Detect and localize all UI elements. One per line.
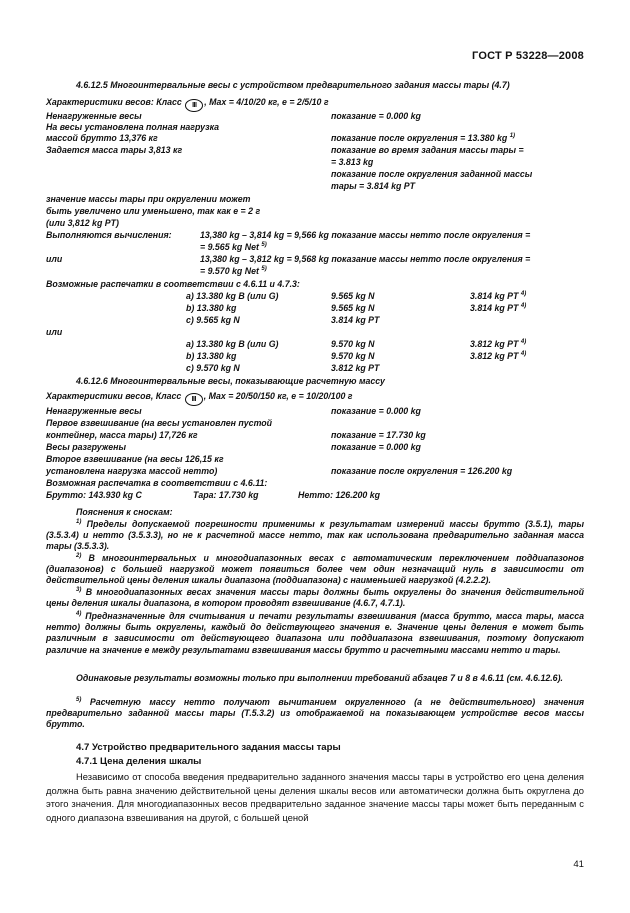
accuracy-class-mark: III	[185, 393, 203, 406]
row-label: быть увеличено или уменьшено, так как e = 2 г	[46, 206, 261, 216]
row-reading: показание после округления заданной массы	[331, 169, 533, 179]
section-title-4-6-12-5: 4.6.12.5 Многоинтервальные весы с устройством предварительного задания массы тары (4.7)	[76, 80, 510, 90]
standard-header: ГОСТ Р 53228—2008	[472, 50, 584, 62]
section-title-4-6-12-6: 4.6.12.6 Многоинтервальные весы, показывающие расчетную массу	[76, 376, 385, 386]
section-title-4-7: 4.7 Устройство предварительного задания массы тары	[76, 742, 341, 753]
printout-cell: 9.570 kg N	[331, 351, 375, 361]
printout-cell: 3.814 kg PT	[331, 315, 380, 325]
printout-cell: 9.570 kg N	[331, 339, 375, 349]
printout-cell: 3.814 kg PT $^{4)}$	[470, 291, 527, 301]
printouts-title: Возможные распечатки в соответствии с 4.6.11 и 4.7.3:	[46, 279, 300, 289]
row-reading: = 3.813 kg	[331, 157, 374, 167]
row-label: На весы установлена полная нагрузка	[46, 122, 220, 132]
row-reading: показание = 0.000 kg	[331, 111, 421, 121]
row-reading: показание = 17.730 kg	[331, 430, 426, 440]
note-1: $^{1)}$ Пределы допускаемой погрешности применимы к результатам измерений массы брутто (3.5.1), тары (3.5.3.4) и нетто (3.5.3.3), но не к расчетной массе нетто, так как использована предварительно заданная масса тары (3.5.3.3).	[46, 519, 584, 552]
row-reading: показание после округления = 13.380 kg $^{1)}$	[331, 133, 516, 143]
note-4-continued: Одинаковые результаты возможны только при выполнении требований абзацев 7 и 8 в 4.6.11 (см. 4.6.12.6).	[76, 673, 563, 683]
printout-cell: b) 13.380 kg	[186, 351, 237, 361]
note-4: $^{4)}$ Предназначенные для считывания и печати результаты взвешивания (масса брутто, масса тары, масса нетто) должны быть округлены, каждый до действующего значения e. Значение цены деления e может быть различным в зависимости от действующего диапазона или поддиапазона взвешивания, поэтому допускают различие на значение e между результатами взвешивания массы брутто и расчетными массами нетто и тары.	[46, 611, 584, 655]
row-reading: показание = 0.000 kg	[331, 442, 421, 452]
row-label: Ненагруженные весы	[46, 111, 142, 121]
printout-cell: c) 9.570 kg N	[186, 363, 240, 373]
printout-cell: 3.812 kg PT $^{4)}$	[470, 351, 527, 361]
body-paragraph: Независимо от способа введения предварительно заданного значения массы тары в устройство его цена деления должна быть равна значению действительной цены деления шкалы весов или автоматически должна быть округлена до этого значения. Для многодиапазонных весов предварительно заданное значение массы тары может быть переданным с одного диапазона взвешивания на другой, с большей ценой	[46, 771, 584, 823]
printout-cell: a) 13.380 kg B (или G)	[186, 291, 279, 301]
row-label: значение массы тары при округлении может	[46, 194, 251, 204]
subsection-title-4-7-1: 4.7.1 Цена деления шкалы	[76, 756, 202, 767]
printout-tare: Тара: 17.730 kg	[193, 490, 259, 500]
note-2: $^{2)}$ В многоинтервальных и многодиапазонных весах с автоматическим переключением поддиапазонов (диапазонов) с большей нагрузкой может появиться более чем один незначащий нуль в зависимости от действительной цены деления шкалы диапазона (поддиапазона) с наименьшей нагрузкой (4.2.2.2).	[46, 553, 584, 586]
note-5: $^{5)}$ Расчетную массу нетто получают вычитанием округленного (а не действительного) значения предварительно заданной массы тары (Т.5.3.2) из отображаемой на показывающем устройстве весов массы брутто.	[46, 697, 584, 730]
row-reading: тары = 3.814 kg PT	[331, 181, 416, 191]
printout-cell: 3.812 kg PT $^{4)}$	[470, 339, 527, 349]
or-label: или	[46, 327, 63, 337]
row-label: Второе взвешивание (на весы 126,15 кг	[46, 454, 224, 464]
printout-cell: 3.814 kg PT $^{4)}$	[470, 303, 527, 313]
row-label: Задается масса тары 3,813 кг	[46, 145, 183, 155]
notes-title: Пояснения к сноскам:	[76, 507, 173, 517]
calc-line: 13,380 kg – 3,814 kg = 9,566 kg показание массы нетто после округления =	[200, 230, 531, 240]
calc-label: Выполняются вычисления:	[46, 230, 172, 240]
printout-net: Нетто: 126.200 kg	[298, 490, 381, 500]
row-label: Первое взвешивание (на весы установлен пустой	[46, 418, 273, 428]
page-number: 41	[573, 859, 584, 870]
row-reading: показание = 0.000 kg	[331, 406, 421, 416]
row-label: Весы разгружены	[46, 442, 126, 452]
calc-line: 13,380 kg – 3,812 kg = 9,568 kg показание массы нетто после округления =	[200, 254, 531, 264]
printout-cell: a) 13.380 kg B (или G)	[186, 339, 279, 349]
calc-line: = 9.565 kg Net $^{5)}$	[200, 242, 267, 252]
row-label: Ненагруженные весы	[46, 406, 142, 416]
printout-cell: c) 9.565 kg N	[186, 315, 240, 325]
scale-characteristics: Характеристики весов, Класс III , Max = 20/50/150 кг, e = 10/20/100 г	[46, 391, 353, 406]
note-3: $^{3)}$ В многодиапазонных весах значения массы тары должны быть округлены до значения действительной цены деления шкалы диапазона, в котором проводят взвешивание (4.6.7, 4.7.1).	[46, 587, 585, 609]
row-label: массой брутто 13,376 кг	[46, 133, 158, 143]
printout-cell: 9.565 kg N	[331, 303, 375, 313]
row-label: установлена нагрузка массой нетто)	[46, 466, 218, 476]
row-reading: показание после округления = 126.200 kg	[331, 466, 513, 476]
calc-line: = 9.570 kg Net $^{5)}$	[200, 266, 267, 276]
scale-characteristics: Характеристики весов: Класс III , Max = 4/10/20 кг, e = 2/5/10 г	[46, 97, 329, 112]
calc-label: или	[46, 254, 63, 264]
row-label: контейнер, масса тары) 17,726 кг	[46, 430, 198, 440]
printout-cell: b) 13.380 kg	[186, 303, 237, 313]
printout-gross: Брутто: 143.930 kg C	[46, 490, 142, 500]
row-label: (или 3,812 kg PT)	[46, 218, 119, 228]
row-reading: показание во время задания массы тары =	[331, 145, 524, 155]
printout-cell: 3.812 kg PT	[331, 363, 380, 373]
printout-title: Возможная распечатка в соответствии с 4.6.11:	[46, 478, 268, 488]
accuracy-class-mark: III	[185, 99, 203, 112]
printout-cell: 9.565 kg N	[331, 291, 375, 301]
